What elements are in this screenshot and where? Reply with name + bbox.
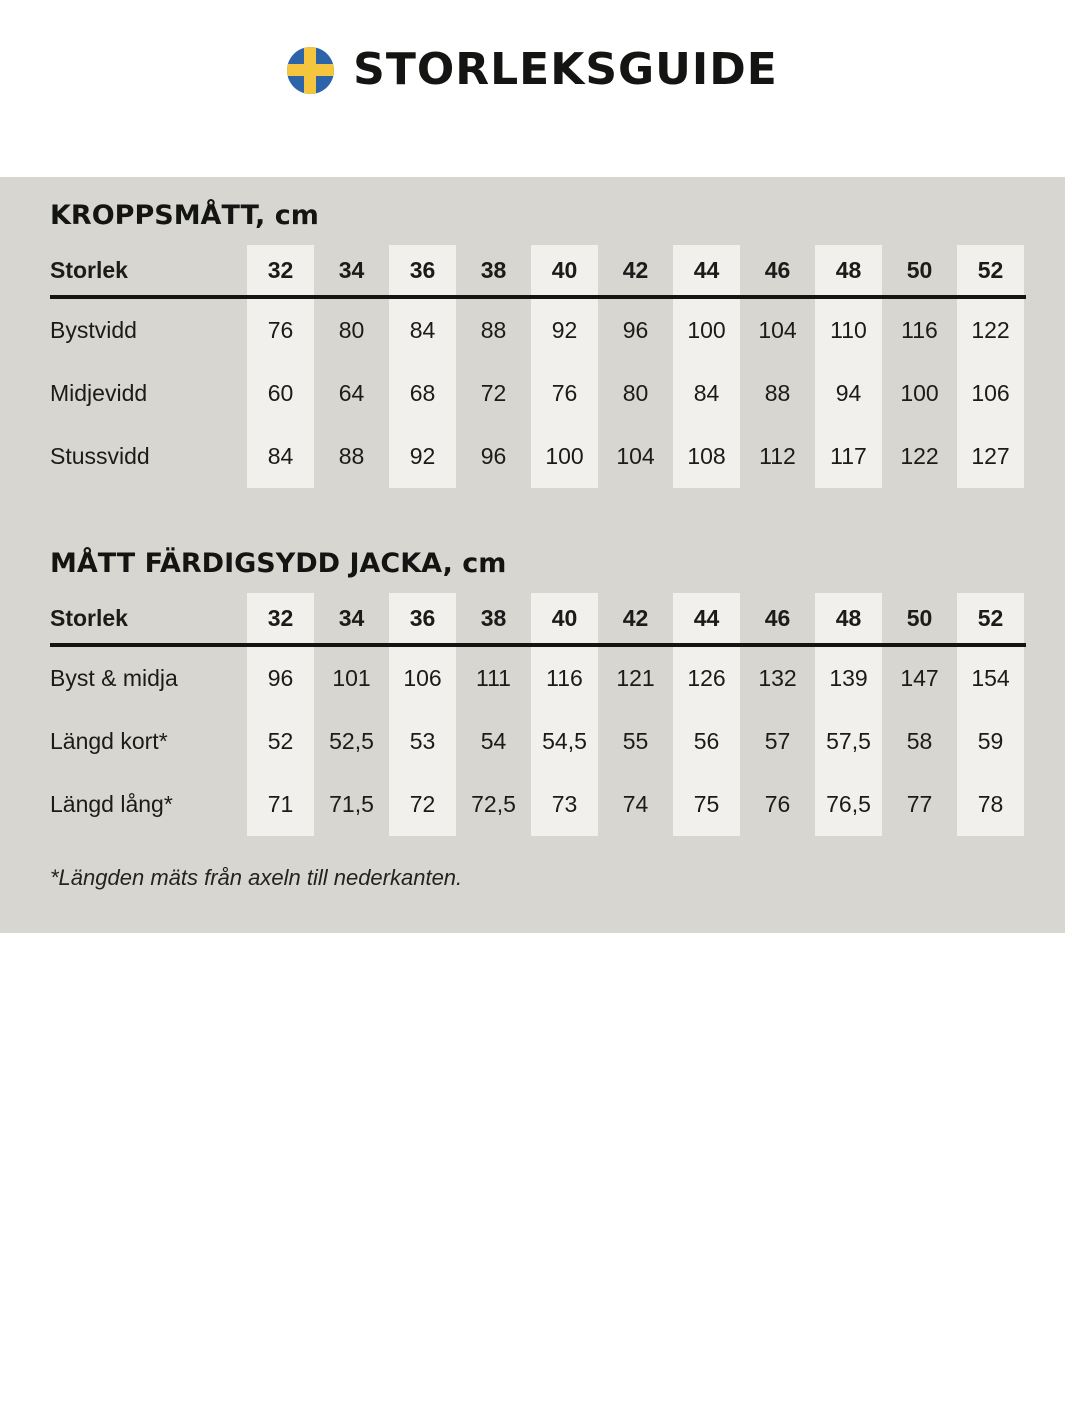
size-header-cell: 52 (977, 604, 1004, 631)
measurement-cell: 54,5 (542, 728, 587, 755)
measurement-cell: 80 (338, 317, 365, 344)
measurement-cell: 100 (900, 380, 939, 407)
size-table-corner-label: Storlek (50, 256, 128, 283)
measurement-cell: 52,5 (329, 728, 374, 755)
measurement-cell: 76 (764, 791, 791, 818)
measurement-cell: 94 (835, 380, 862, 407)
measurement-cell: 108 (687, 443, 726, 470)
size-header-cell: 48 (835, 604, 862, 631)
measurement-cell: 72 (480, 380, 507, 407)
size-header-cell: 48 (835, 256, 862, 283)
measurement-cell: 55 (622, 728, 649, 755)
row-label-cell: Stussvidd (50, 443, 150, 470)
page-title: STORLEKSGUIDE (353, 44, 778, 95)
measurement-cell: 80 (622, 380, 649, 407)
measurement-cell: 96 (480, 443, 507, 470)
measurement-cell: 84 (267, 443, 294, 470)
row-label-cell: Byst & midja (50, 665, 178, 692)
section-title-body-measurements: KROPPSMÅTT, cm (50, 200, 319, 231)
measurement-cell: 96 (267, 665, 294, 692)
measurement-cell: 75 (693, 791, 720, 818)
size-header-cell: 38 (480, 604, 507, 631)
measurement-cell: 74 (622, 791, 649, 818)
swedish-flag-icon (287, 47, 334, 94)
measurement-cell: 147 (900, 665, 939, 692)
measurement-cell: 100 (545, 443, 584, 470)
row-label-cell: Bystvidd (50, 317, 137, 344)
measurement-cell: 106 (971, 380, 1010, 407)
measurement-cell: 92 (409, 443, 436, 470)
measurement-cell: 154 (971, 665, 1010, 692)
size-guide-panel (0, 177, 1065, 933)
measurement-cell: 101 (332, 665, 371, 692)
flag-cross-horizontal (287, 64, 334, 76)
measurement-cell: 88 (338, 443, 365, 470)
size-header-cell: 34 (338, 604, 365, 631)
row-label-cell: Midjevidd (50, 380, 148, 407)
measurement-cell: 60 (267, 380, 294, 407)
measurement-cell: 71,5 (329, 791, 374, 818)
measurement-cell: 76 (267, 317, 294, 344)
measurement-cell: 112 (759, 443, 796, 470)
measurement-cell: 116 (546, 665, 583, 692)
measurement-cell: 122 (971, 317, 1010, 344)
measurement-cell: 122 (900, 443, 939, 470)
size-header-cell: 40 (551, 604, 578, 631)
measurement-cell: 53 (409, 728, 436, 755)
measurement-cell: 132 (758, 665, 797, 692)
size-header-cell: 50 (906, 256, 933, 283)
page-header (0, 0, 1065, 95)
size-header-cell: 44 (693, 256, 720, 283)
body-measurements-table (50, 245, 1026, 488)
measurement-cell: 117 (830, 443, 867, 470)
measurement-cell: 54 (480, 728, 507, 755)
measurement-cell: 100 (687, 317, 726, 344)
size-header-cell: 42 (622, 604, 649, 631)
size-header-cell: 38 (480, 256, 507, 283)
measurement-cell: 57 (764, 728, 791, 755)
size-header-cell: 34 (338, 256, 365, 283)
measurement-cell: 88 (764, 380, 791, 407)
size-table-corner-label: Storlek (50, 604, 128, 631)
measurement-cell: 84 (409, 317, 436, 344)
measurement-cell: 58 (906, 728, 933, 755)
measurement-cell: 111 (476, 665, 511, 692)
measurement-cell: 68 (409, 380, 436, 407)
row-label-cell: Längd kort* (50, 728, 168, 755)
size-header-cell: 50 (906, 604, 933, 631)
section-title-jacket-measurements: MÅTT FÄRDIGSYDD JACKA, cm (50, 548, 507, 580)
measurement-cell: 116 (901, 317, 938, 344)
measurement-cell: 104 (758, 317, 797, 344)
size-header-cell: 44 (693, 604, 720, 631)
measurement-cell: 71 (267, 791, 294, 818)
size-header-cell: 42 (622, 256, 649, 283)
measurement-cell: 139 (829, 665, 868, 692)
measurement-cell: 121 (616, 665, 655, 692)
size-header-cell: 36 (409, 604, 436, 631)
measurement-cell: 96 (622, 317, 649, 344)
size-header-cell: 40 (551, 256, 578, 283)
measurement-cell: 73 (551, 791, 578, 818)
size-header-cell: 36 (409, 256, 436, 283)
measurement-cell: 76,5 (826, 791, 871, 818)
size-table-grid (50, 593, 1026, 836)
size-header-cell: 52 (977, 256, 1004, 283)
measurement-cell: 92 (551, 317, 578, 344)
measurement-cell: 76 (551, 380, 578, 407)
measurement-cell: 106 (403, 665, 442, 692)
measurement-cell: 72 (409, 791, 436, 818)
measurement-cell: 104 (616, 443, 655, 470)
size-header-cell: 32 (267, 604, 294, 631)
measurement-cell: 72,5 (471, 791, 516, 818)
measurement-cell: 126 (687, 665, 726, 692)
measurement-cell: 88 (480, 317, 507, 344)
measurement-cell: 77 (906, 791, 933, 818)
jacket-measurements-table (50, 593, 1026, 836)
measurement-cell: 57,5 (826, 728, 871, 755)
measurement-cell: 64 (338, 380, 365, 407)
row-label-cell: Längd lång* (50, 791, 173, 818)
measurement-cell: 78 (977, 791, 1004, 818)
size-header-cell: 32 (267, 256, 294, 283)
measurement-cell: 84 (693, 380, 720, 407)
measurement-cell: 110 (830, 317, 867, 344)
measurement-cell: 127 (971, 443, 1010, 470)
measurement-cell: 59 (977, 728, 1004, 755)
size-header-cell: 46 (764, 256, 791, 283)
measurement-cell: 52 (267, 728, 294, 755)
size-table-grid (50, 245, 1026, 488)
footnote-text: *Längden mäts från axeln till nederkanten. (50, 865, 463, 891)
measurement-cell: 56 (693, 728, 720, 755)
size-header-cell: 46 (764, 604, 791, 631)
